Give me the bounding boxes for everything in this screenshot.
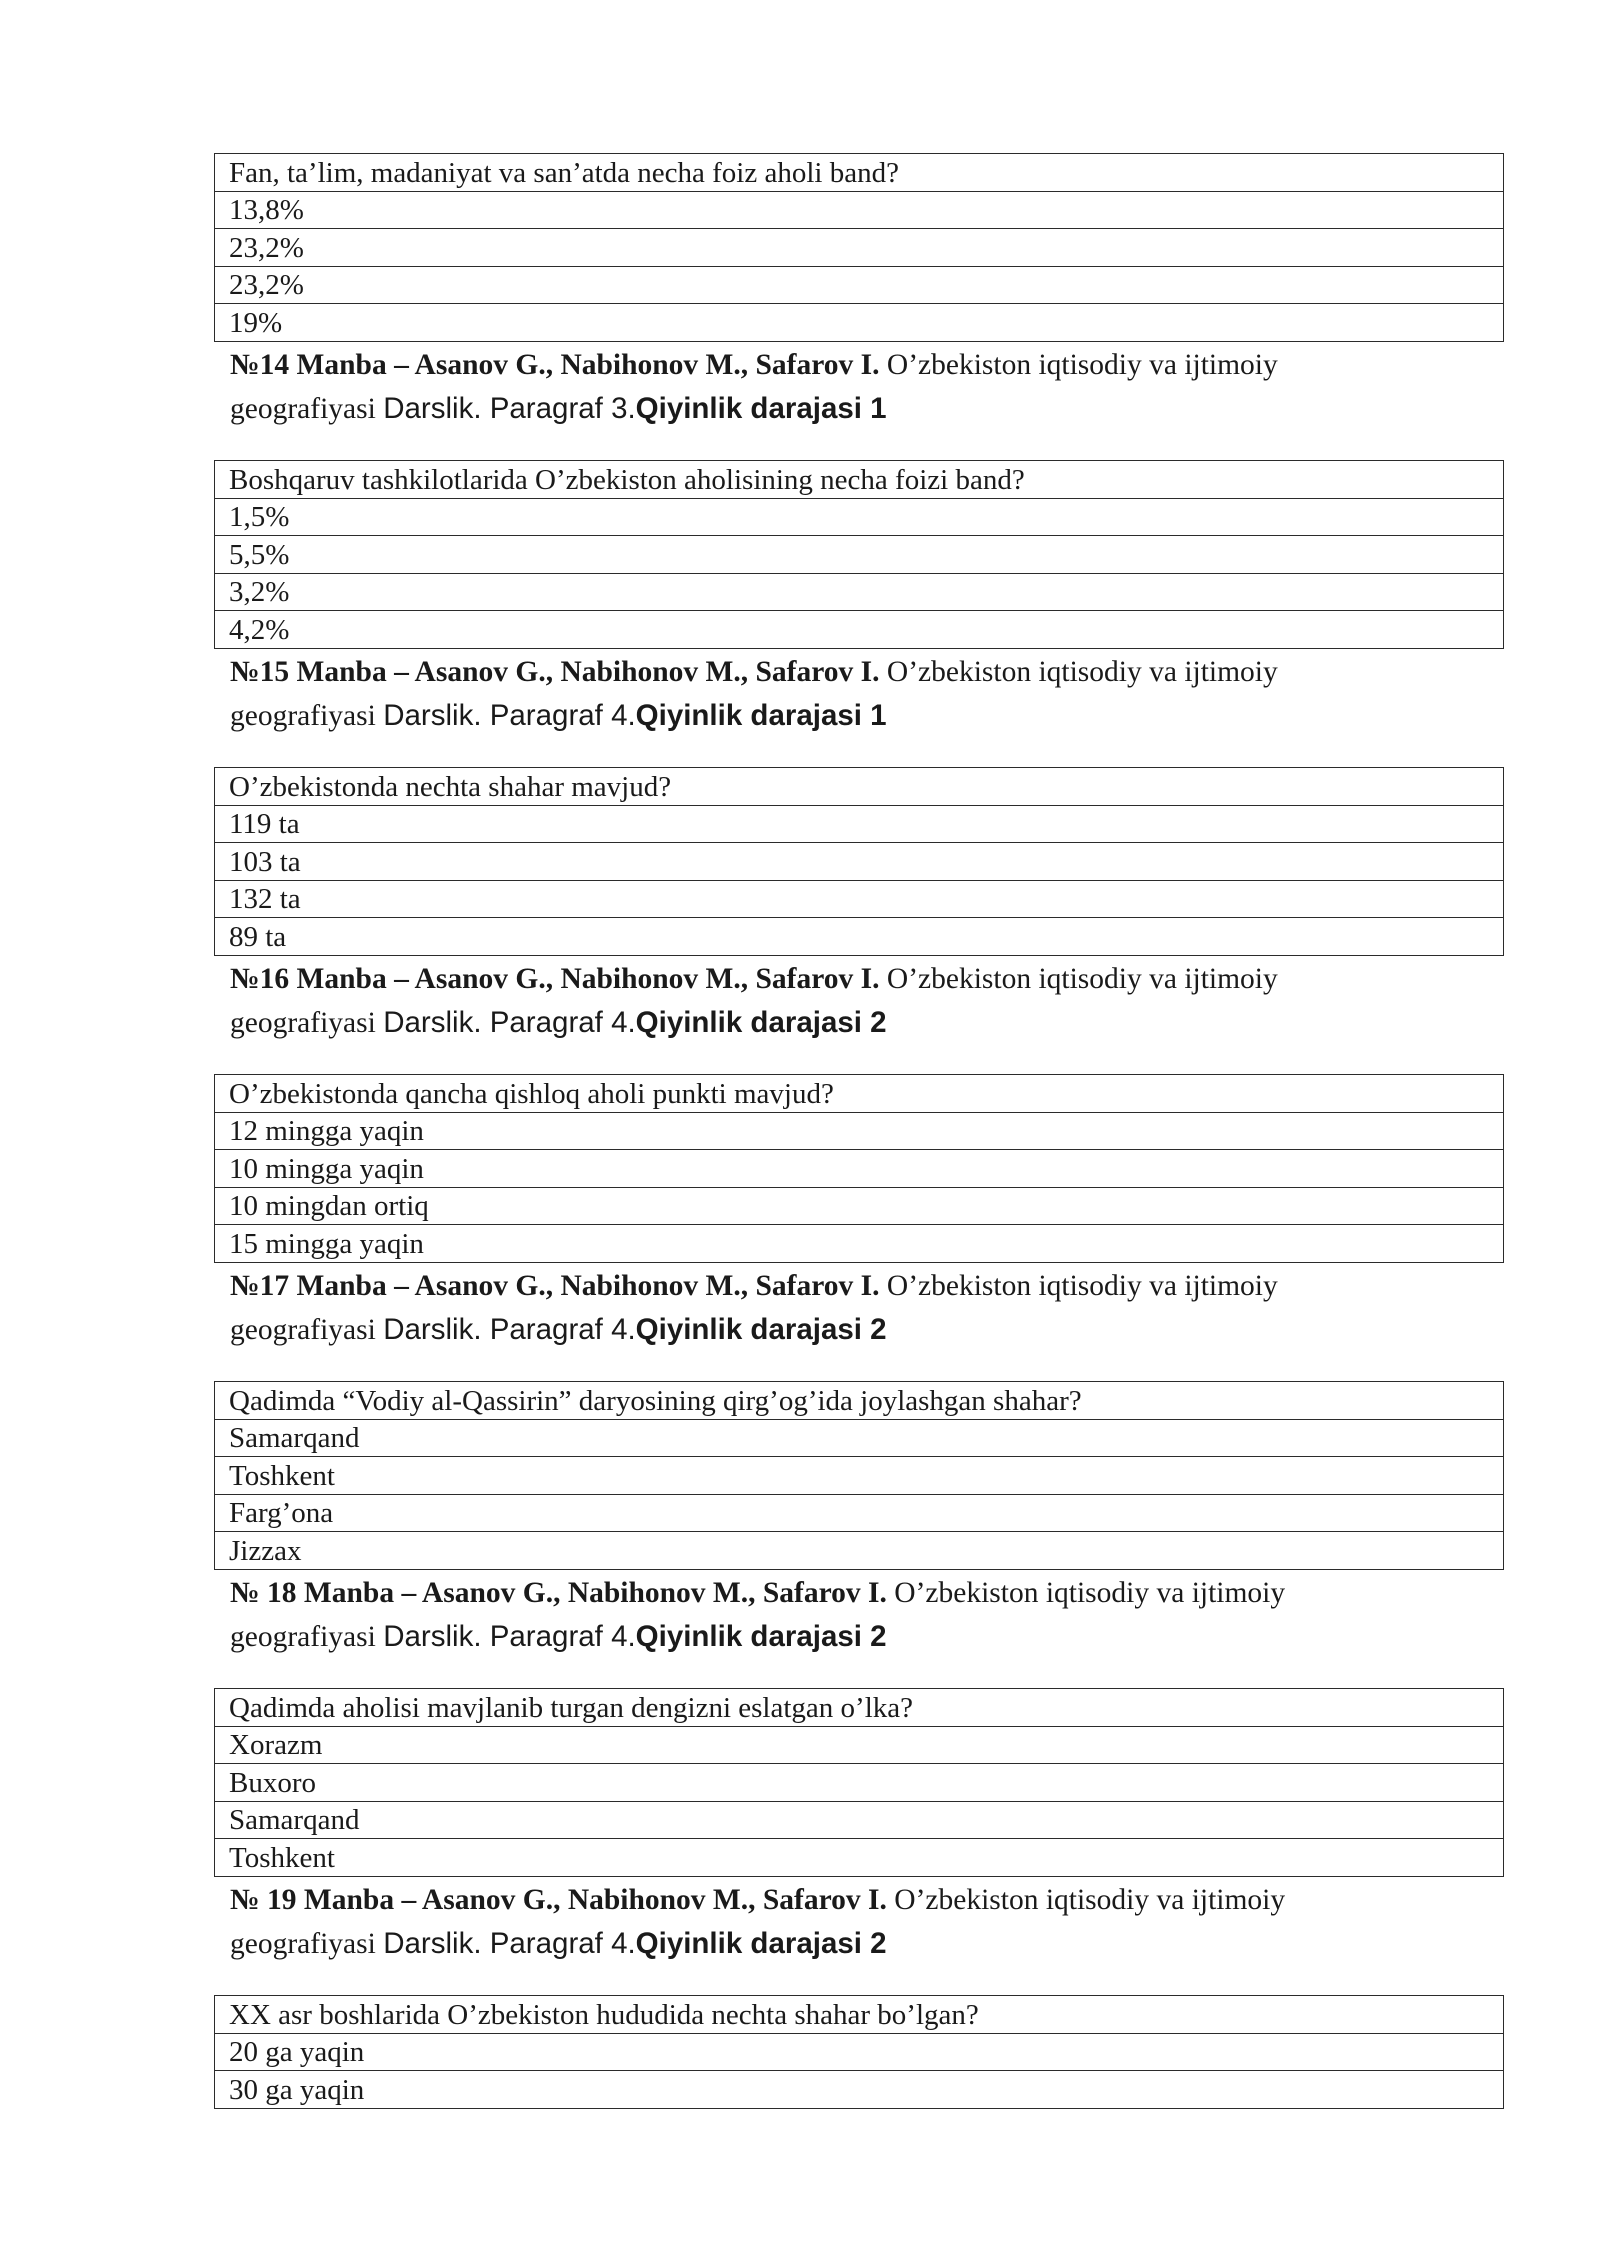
question-number: №14 — [230, 349, 290, 381]
source-title: O’zbekiston iqtisodiy va ijtimoiy — [894, 1577, 1286, 1609]
source-title: O’zbekiston iqtisodiy va ijtimoiy — [886, 963, 1278, 995]
difficulty-level: Qiyinlik darajasi 2 — [635, 1620, 887, 1653]
difficulty-level: Qiyinlik darajasi 2 — [635, 1927, 887, 1960]
difficulty-level: Qiyinlik darajasi 1 — [635, 699, 887, 732]
source-line-2 — [230, 387, 1510, 431]
answer-option: Toshkent — [215, 1839, 1504, 1877]
question-text: O’zbekistonda qancha qishloq aholi punkti mavjud? — [215, 1075, 1504, 1113]
question-number: №15 — [230, 656, 290, 688]
source-reference — [230, 1572, 1510, 1659]
answer-option: 5,5% — [215, 536, 1504, 574]
question-table — [214, 1074, 1504, 1263]
answer-option: 4,2% — [215, 611, 1504, 649]
source-line-2 — [230, 1922, 1510, 1966]
source-title: O’zbekiston iqtisodiy va ijtimoiy — [886, 349, 1278, 381]
answer-option: 3,2% — [215, 573, 1504, 611]
question-table — [214, 1995, 1504, 2109]
source-reference — [230, 344, 1510, 431]
textbook-paragraph: Darslik. Paragraf 4. — [383, 699, 636, 732]
answer-option: 19% — [215, 304, 1504, 342]
source-authors: Manba – Asanov G., Nabihonov M., Safarov I. — [296, 1270, 880, 1302]
textbook-paragraph: Darslik. Paragraf 4. — [383, 1620, 636, 1653]
textbook-paragraph: Darslik. Paragraf 4. — [383, 1313, 636, 1346]
question-table — [214, 767, 1504, 956]
source-line-2 — [230, 694, 1510, 738]
answer-option: 20 ga yaqin — [215, 2033, 1504, 2071]
answer-option: Farg’ona — [215, 1494, 1504, 1532]
answer-option: 119 ta — [215, 805, 1504, 843]
answer-option: 23,2% — [215, 229, 1504, 267]
source-title-cont: geografiyasi — [230, 1621, 376, 1653]
question-text: O’zbekistonda nechta shahar mavjud? — [215, 768, 1504, 806]
answer-option: Samarqand — [215, 1801, 1504, 1839]
answer-option: 13,8% — [215, 191, 1504, 229]
source-reference — [230, 958, 1510, 1045]
textbook-paragraph: Darslik. Paragraf 4. — [383, 1927, 636, 1960]
question-number: №17 — [230, 1270, 290, 1302]
source-authors: Manba – Asanov G., Nabihonov M., Safarov I. — [296, 656, 880, 688]
answer-option: Samarqand — [215, 1419, 1504, 1457]
answer-option: Buxoro — [215, 1764, 1504, 1802]
answer-option: Jizzax — [215, 1532, 1504, 1570]
answer-option: 1,5% — [215, 498, 1504, 536]
source-title-cont: geografiyasi — [230, 393, 376, 425]
source-line-1 — [230, 958, 1510, 1001]
question-table — [214, 1688, 1504, 1877]
source-title-cont: geografiyasi — [230, 1314, 376, 1346]
question-text: XX asr boshlarida O’zbekiston hududida nechta shahar bo’lgan? — [215, 1996, 1504, 2034]
source-authors: Manba – Asanov G., Nabihonov M., Safarov I. — [296, 349, 880, 381]
answer-option: 89 ta — [215, 918, 1504, 956]
question-text: Qadimda “Vodiy al-Qassirin” daryosining qirg’og’ida joylashgan shahar? — [215, 1382, 1504, 1420]
source-title-cont: geografiyasi — [230, 1007, 376, 1039]
answer-option: Xorazm — [215, 1726, 1504, 1764]
difficulty-level: Qiyinlik darajasi 2 — [635, 1006, 887, 1039]
answer-option: 10 mingga yaqin — [215, 1150, 1504, 1188]
source-reference — [230, 1879, 1510, 1966]
question-text: Boshqaruv tashkilotlarida O’zbekiston aholisining necha foizi band? — [215, 461, 1504, 499]
difficulty-level: Qiyinlik darajasi 2 — [635, 1313, 887, 1346]
source-line-2 — [230, 1308, 1510, 1352]
source-line-1 — [230, 344, 1510, 387]
question-number: № 19 — [230, 1884, 297, 1916]
difficulty-level: Qiyinlik darajasi 1 — [635, 392, 887, 425]
source-line-2 — [230, 1001, 1510, 1045]
answer-option: Toshkent — [215, 1457, 1504, 1495]
source-authors: Manba – Asanov G., Nabihonov M., Safarov I. — [296, 963, 880, 995]
source-title-cont: geografiyasi — [230, 700, 376, 732]
source-line-1 — [230, 651, 1510, 694]
answer-option: 10 mingdan ortiq — [215, 1187, 1504, 1225]
question-number: №16 — [230, 963, 290, 995]
answer-option: 12 mingga yaqin — [215, 1112, 1504, 1150]
textbook-paragraph: Darslik. Paragraf 4. — [383, 1006, 636, 1039]
source-reference — [230, 1265, 1510, 1352]
answer-option: 103 ta — [215, 843, 1504, 881]
source-reference — [230, 651, 1510, 738]
source-line-1 — [230, 1572, 1510, 1615]
source-line-2 — [230, 1615, 1510, 1659]
source-line-1 — [230, 1879, 1510, 1922]
answer-option: 15 mingga yaqin — [215, 1225, 1504, 1263]
source-title-cont: geografiyasi — [230, 1928, 376, 1960]
answer-option: 30 ga yaqin — [215, 2071, 1504, 2109]
question-table — [214, 460, 1504, 649]
source-line-1 — [230, 1265, 1510, 1308]
source-authors: Manba – Asanov G., Nabihonov M., Safarov I. — [303, 1577, 887, 1609]
source-authors: Manba – Asanov G., Nabihonov M., Safarov I. — [303, 1884, 887, 1916]
source-title: O’zbekiston iqtisodiy va ijtimoiy — [886, 1270, 1278, 1302]
question-text: Qadimda aholisi mavjlanib turgan dengizni eslatgan o’lka? — [215, 1689, 1504, 1727]
question-text: Fan, ta’lim, madaniyat va san’atda necha foiz aholi band? — [215, 154, 1504, 192]
question-table — [214, 1381, 1504, 1570]
question-number: № 18 — [230, 1577, 297, 1609]
source-title: O’zbekiston iqtisodiy va ijtimoiy — [886, 656, 1278, 688]
question-table — [214, 153, 1504, 342]
answer-option: 132 ta — [215, 880, 1504, 918]
textbook-paragraph: Darslik. Paragraf 3. — [383, 392, 636, 425]
answer-option: 23,2% — [215, 266, 1504, 304]
source-title: O’zbekiston iqtisodiy va ijtimoiy — [894, 1884, 1286, 1916]
